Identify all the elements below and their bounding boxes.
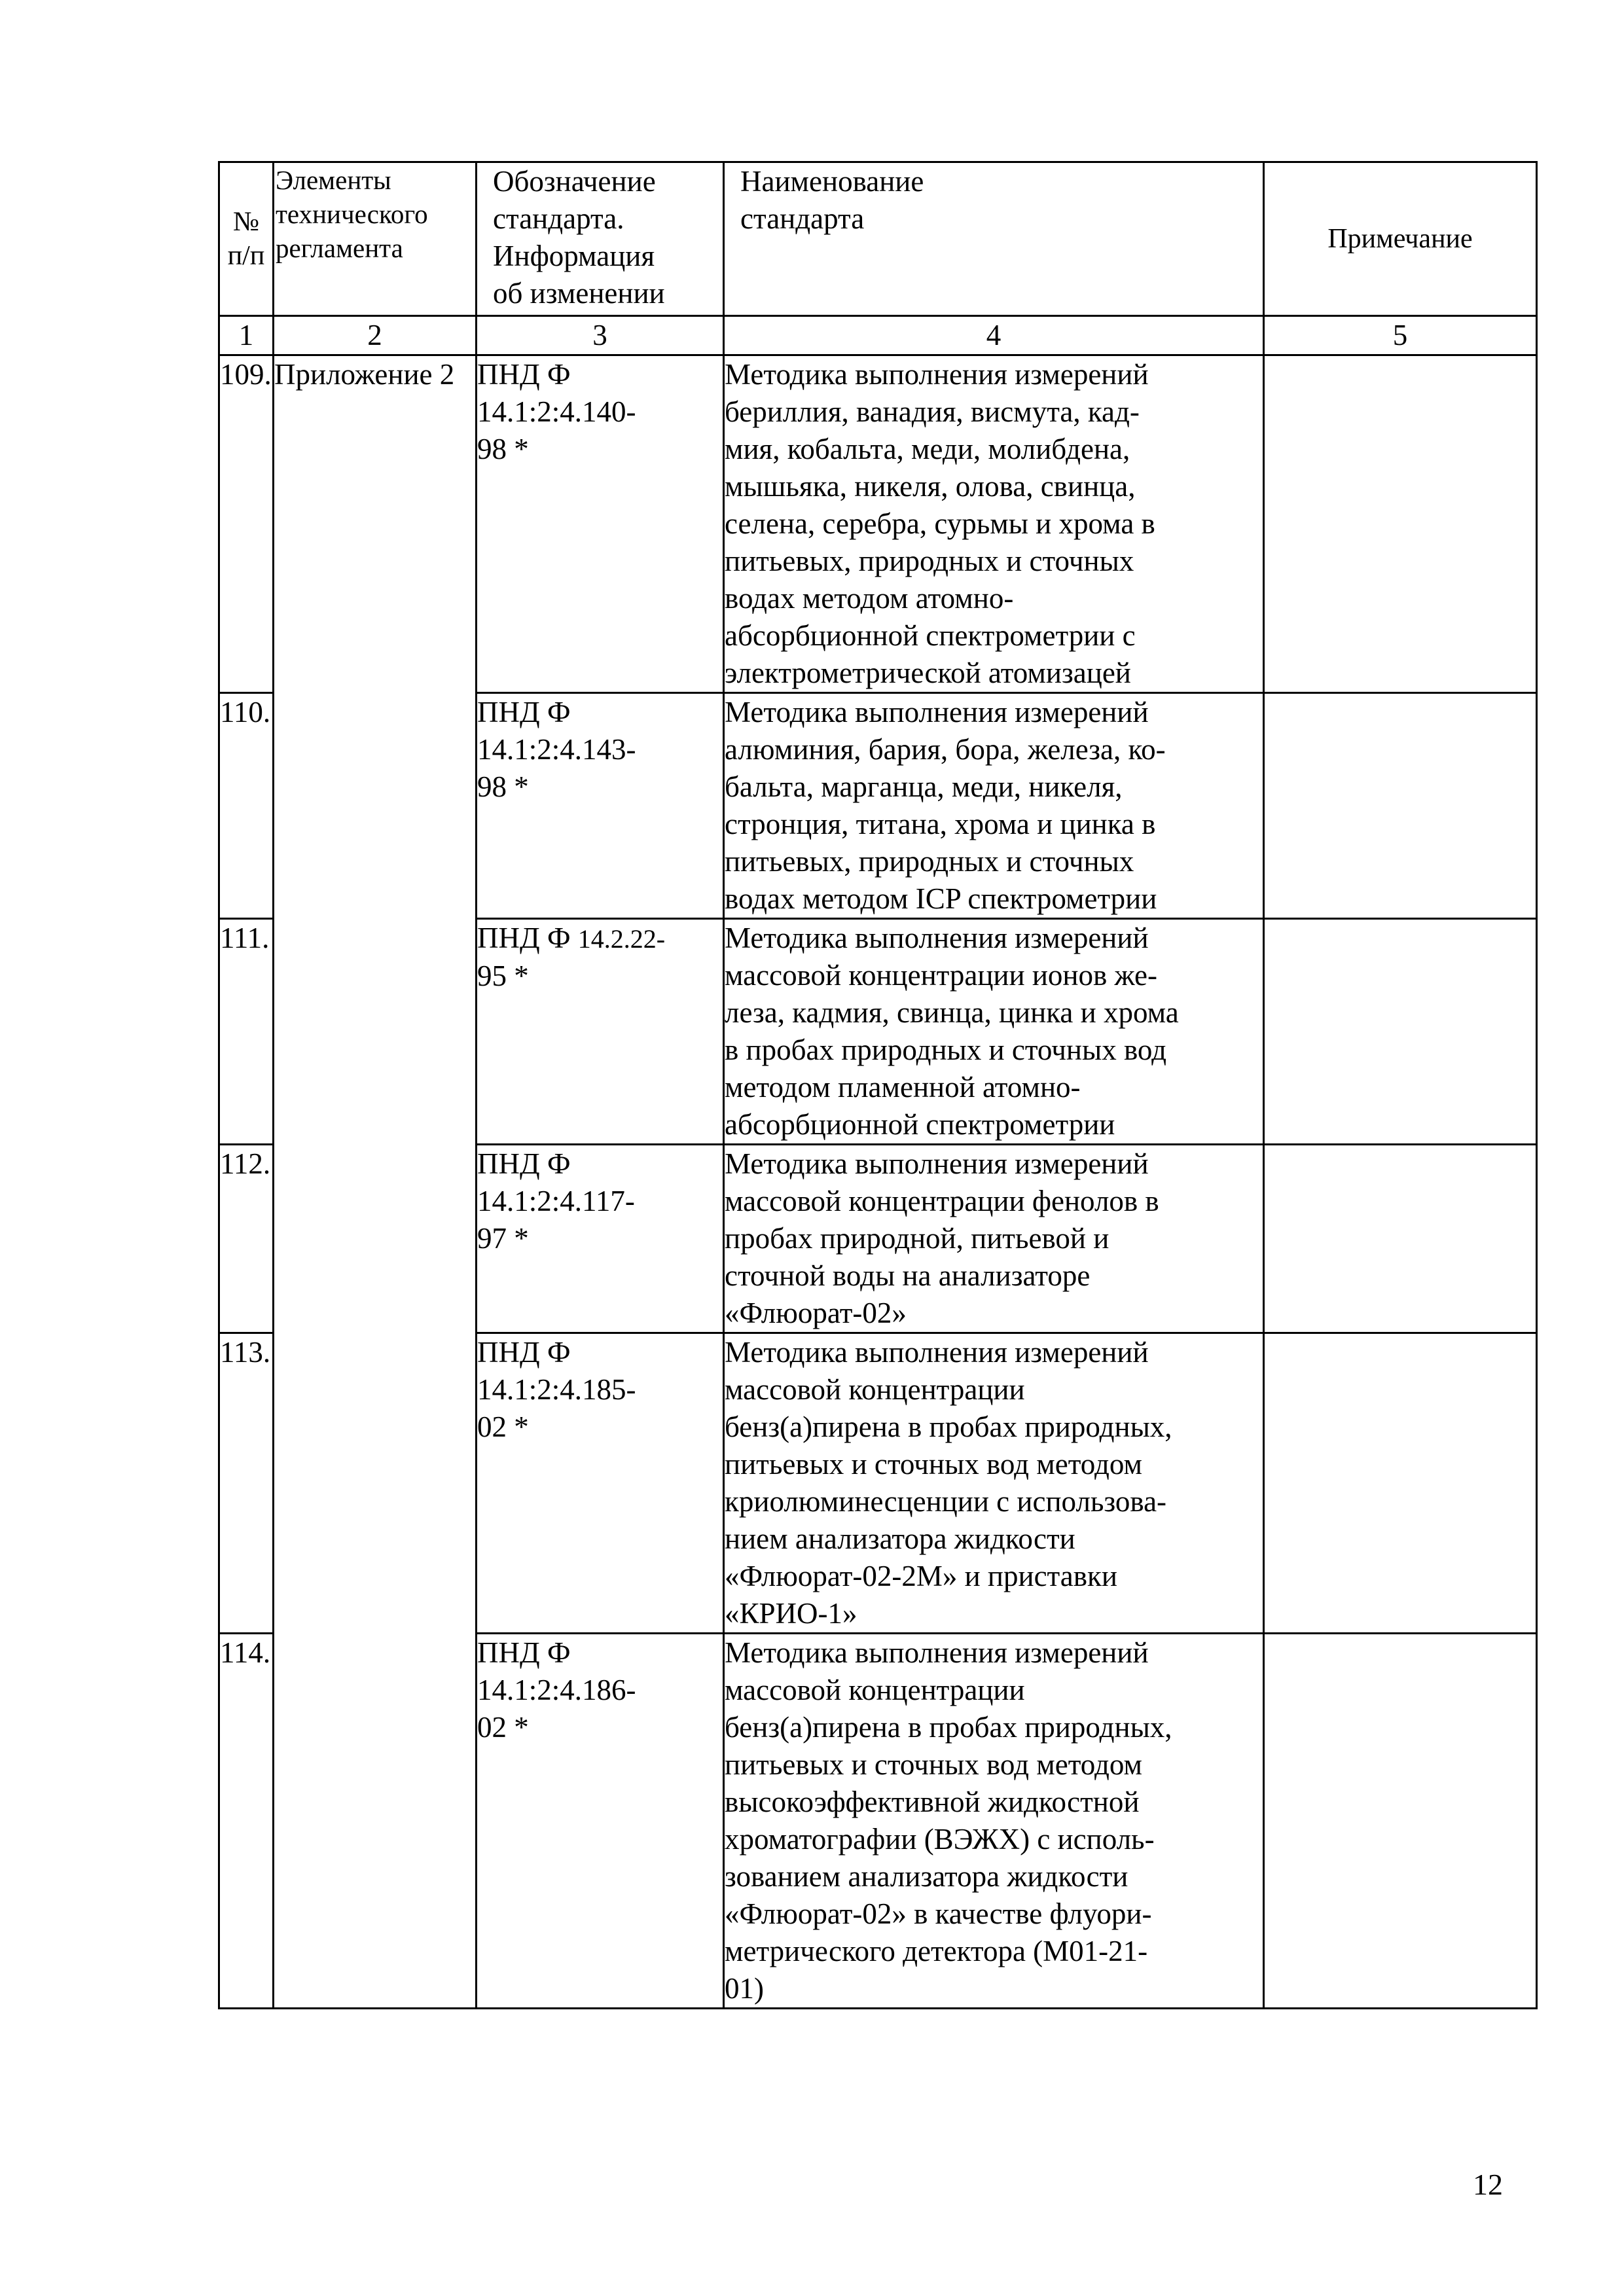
note-cell [1264,1634,1537,2009]
row-number: 113. [219,1333,274,1634]
row-number: 110. [219,693,274,919]
header-number: № п/п [219,162,274,316]
header-name: Наименование стандарта [724,162,1264,316]
note-cell [1264,1333,1537,1634]
standard-code: ПНД Ф 14.1:2:4.185- 02 * [477,1333,724,1634]
note-cell [1264,1145,1537,1333]
standards-table [218,161,1538,2009]
standard-code: ПНД Ф 14.1:2:4.186- 02 * [477,1634,724,2009]
page-number: 12 [1473,2168,1503,2201]
header-designation: Обозначение стандарта. Информация об изменении [477,162,724,316]
row-number: 109. [219,355,274,693]
column-number: 2 [274,316,477,355]
column-number: 4 [724,316,1264,355]
standard-name: Методика выполнения измерений алюминия, бария, бора, железа, ко- бальта, марганца, меди, никеля, стронция, титана, хрома и цинка в питьевых, природных и сточных водах методом ICP спектрометрии [724,693,1264,919]
standard-name: Методика выполнения измерений массовой концентрации бенз(а)пирена в пробах природных, питьевых и сточных вод методом криолюминесценции с использова- нием анализатора жидкости «Флюорат-02-2М» и приставки «КРИО-1» [724,1333,1264,1634]
note-cell [1264,355,1537,693]
table-row [219,355,1537,693]
note-cell [1264,919,1537,1145]
column-number: 3 [477,316,724,355]
header-elements: Элементы технического регламента [274,162,477,316]
standard-code: ПНД Ф 14.1:2:4.117- 97 * [477,1145,724,1333]
column-number: 1 [219,316,274,355]
column-number-row [219,316,1537,355]
standard-code: ПНД Ф 14.1:2:4.143- 98 * [477,693,724,919]
standard-name: Методика выполнения измерений массовой концентрации бенз(а)пирена в пробах природных, питьевых и сточных вод методом высокоэффективной жидкостной хроматографии (ВЭЖХ) с исполь- зованием анализатора жидкости «Флюорат-02» в качестве флуори- метрического детектора (М01-21- 01) [724,1634,1264,2009]
standard-code: ПНД Ф 14.1:2:4.140- 98 * [477,355,724,693]
standard-name: Методика выполнения измерений бериллия, ванадия, висмута, кад- мия, кобальта, меди, молибдена, мышьяка, никеля, олова, свинца, селена, серебра, сурьмы и хрома в питьевых, природных и сточных водах методом атомно- абсорбционной спектрометрии с электрометрической атомизацей [724,355,1264,693]
table-header-row [219,162,1537,316]
row-number: 112. [219,1145,274,1333]
standard-code: ПНД Ф 14.2.22- 95 * [477,919,724,1145]
row-number: 114. [219,1634,274,2009]
standard-name: Методика выполнения измерений массовой концентрации ионов же- леза, кадмия, свинца, цинка и хрома в пробах природных и сточных вод методом пламенной атомно- абсорбционной спектрометрии [724,919,1264,1145]
column-number: 5 [1264,316,1537,355]
row-number: 111. [219,919,274,1145]
header-note: Примечание [1264,162,1537,316]
standard-name: Методика выполнения измерений массовой концентрации фенолов в пробах природной, питьевой и сточной воды на анализаторе «Флюорат-02» [724,1145,1264,1333]
note-cell [1264,693,1537,919]
elements-cell: Приложение 2 [274,355,477,2009]
